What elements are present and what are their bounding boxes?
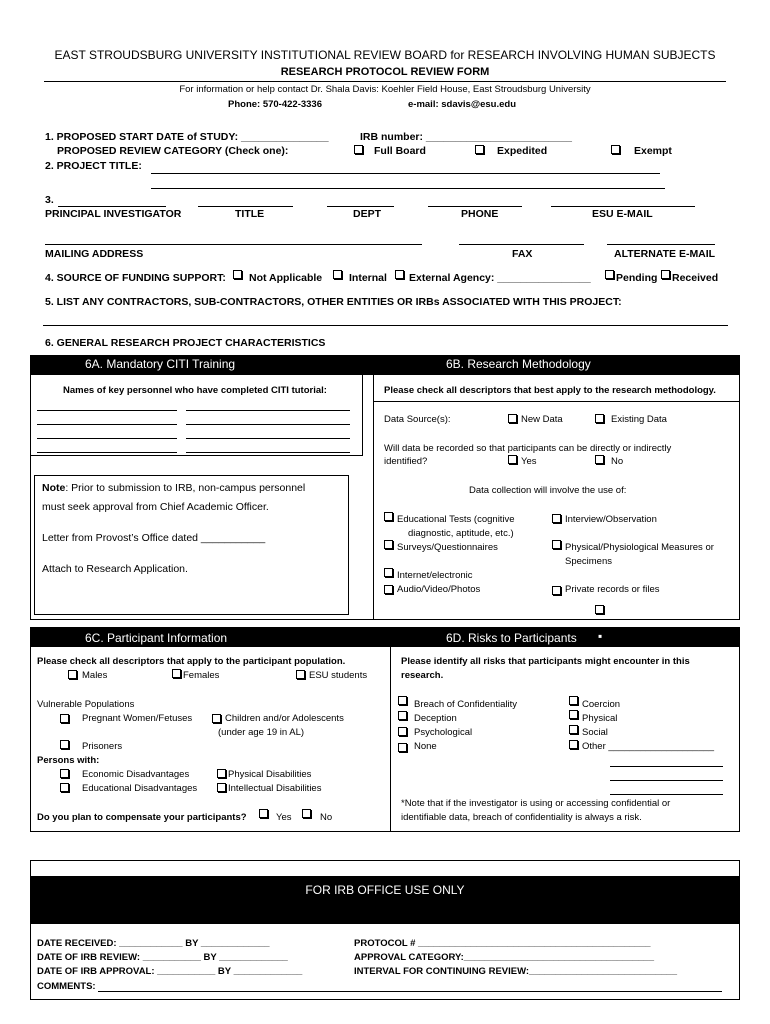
citi-name-4a[interactable] — [37, 452, 177, 453]
identified-no-checkbox[interactable] — [595, 455, 604, 464]
educational-dis-label: Educational Disadvantages — [82, 783, 198, 794]
compensate-no-label: No — [320, 812, 333, 823]
expedited-checkbox[interactable] — [475, 145, 484, 154]
compensate-no-checkbox[interactable] — [302, 809, 311, 818]
interview-label: Interview/Observation — [565, 514, 657, 525]
section-6a-6b-header — [30, 355, 740, 375]
compensate-yes-label: Yes — [276, 812, 292, 823]
esu-email-label: ESU E-MAIL — [592, 208, 653, 220]
section3-number: 3. — [45, 194, 54, 206]
irb-office-title: FOR IRB OFFICE USE ONLY — [305, 883, 465, 897]
expedited-label: Expedited — [497, 145, 548, 157]
physiological-label: Physical/Physiological Measures or — [565, 542, 714, 553]
none-label: None — [414, 741, 437, 752]
date-review-field[interactable]: DATE OF IRB REVIEW: ___________ BY _____________ — [37, 952, 288, 963]
project-title-line-2[interactable] — [151, 188, 665, 189]
compensate-yes-checkbox[interactable] — [259, 809, 268, 818]
pi-title-label: TITLE — [235, 208, 265, 220]
citi-note-line2: must seek approval from Chief Academic Officer. — [42, 501, 269, 513]
prisoners-label: Prisoners — [82, 741, 123, 752]
6a-title: 6A. Mandatory CITI Training — [85, 357, 236, 371]
educational-tests-checkbox[interactable] — [384, 512, 393, 521]
psychological-checkbox[interactable] — [398, 727, 407, 736]
6d-bullet: ▪ — [598, 629, 603, 643]
physical-risk-label: Physical — [582, 713, 618, 724]
exempt-checkbox[interactable] — [611, 145, 620, 154]
protocol-number-field[interactable]: PROTOCOL # ____________________________________________ — [354, 938, 651, 949]
section6-label: 6. GENERAL RESEARCH PROJECT CHARACTERISTICS — [45, 337, 326, 349]
contact-email: e-mail: sdavis@esu.edu — [408, 99, 516, 110]
economic-label: Economic Disadvantages — [82, 769, 190, 780]
dept-label: DEPT — [353, 208, 382, 220]
citi-name-1a[interactable] — [37, 410, 177, 411]
physical-dis-label: Physical Disabilities — [228, 769, 312, 780]
esu-students-label: ESU students — [309, 670, 368, 681]
private-records-checkbox[interactable] — [552, 586, 561, 595]
identified-question-1: Will data be recorded so that participants can be directly or indirectly — [384, 443, 672, 454]
other-risk-checkbox[interactable] — [569, 740, 578, 749]
project-title-line-1[interactable] — [151, 173, 660, 174]
other-risk-line-2[interactable] — [610, 766, 723, 767]
esu-students-checkbox[interactable] — [296, 670, 305, 679]
section-6c-6d-header — [30, 627, 740, 647]
internet-checkbox[interactable] — [384, 568, 393, 577]
children-checkbox[interactable] — [212, 714, 221, 723]
comments-field[interactable] — [98, 991, 722, 992]
received-checkbox[interactable] — [661, 270, 670, 279]
citi-name-4b[interactable] — [186, 452, 350, 453]
review-category-label: PROPOSED REVIEW CATEGORY (Check one): — [57, 145, 289, 157]
males-label: Males — [82, 670, 108, 681]
private-records-label: Private records or files — [565, 584, 660, 595]
pending-checkbox[interactable] — [605, 270, 614, 279]
full-board-checkbox[interactable] — [354, 145, 363, 154]
coercion-label: Coercion — [582, 699, 621, 710]
date-received-field[interactable]: DATE RECEIVED: ____________ BY _____________ — [37, 938, 270, 949]
fax-label: FAX — [512, 248, 533, 260]
received-label: Received — [672, 272, 719, 284]
mailing-address-field[interactable] — [45, 244, 422, 245]
deception-checkbox[interactable] — [398, 711, 407, 720]
citi-name-1b[interactable] — [186, 410, 350, 411]
esu-email-field[interactable] — [551, 206, 695, 207]
citi-note-line1 — [42, 482, 305, 494]
6b-prompt: Please check all descriptors that best apply to the research methodology. — [384, 385, 716, 396]
pending-label: Pending — [616, 272, 658, 284]
exempt-label: Exempt — [634, 145, 672, 157]
form-title: RESEARCH PROTOCOL REVIEW FORM — [280, 66, 490, 78]
external-checkbox[interactable] — [395, 270, 404, 279]
data-sources-label: Data Source(s): — [384, 414, 451, 425]
6d-title: 6D. Risks to Participants — [446, 631, 577, 645]
citi-name-2a[interactable] — [37, 424, 177, 425]
none-checkbox[interactable] — [398, 743, 407, 752]
pi-title-field[interactable] — [198, 206, 293, 207]
social-label: Social — [582, 727, 608, 738]
psychological-label: Psychological — [414, 727, 473, 738]
6a-6b-divider — [373, 374, 374, 620]
6b-prompt-rule — [374, 401, 740, 402]
6c-prompt: Please check all descriptors that apply to the participant population. — [37, 656, 346, 667]
citi-name-3b[interactable] — [186, 438, 350, 439]
pi-label: PRINCIPAL INVESTIGATOR — [45, 208, 182, 220]
identified-no-label: No — [611, 456, 624, 467]
surveys-label: Surveys/Questionnaires — [397, 542, 498, 553]
educational-tests-label: Educational Tests (cognitive — [397, 514, 515, 525]
other-risk-line-3[interactable] — [610, 780, 723, 781]
females-checkbox[interactable] — [172, 669, 181, 678]
contact-info: For information or help contact Dr. Shala Davis: Koehler Field House, East Stroudsburg University — [179, 84, 591, 95]
vulnerable-populations-label: Vulnerable Populations — [37, 699, 135, 710]
prisoners-checkbox[interactable] — [60, 740, 69, 749]
funding-label: 4. SOURCE OF FUNDING SUPPORT: — [45, 272, 226, 284]
external-agency-field[interactable]: External Agency: ________________ — [409, 272, 591, 284]
confidentiality-note-1: *Note that if the investigator is using or accessing confidential or — [401, 798, 671, 809]
note-label: Note — [42, 482, 66, 494]
citi-note-box — [34, 475, 349, 615]
educational-dis-checkbox[interactable] — [60, 783, 69, 792]
header-title: EAST STROUDSBURG UNIVERSITY INSTITUTIONAL REVIEW BOARD for RESEARCH INVOLVING HUMAN SUBJECTS — [54, 48, 716, 62]
physical-dis-checkbox[interactable] — [217, 769, 226, 778]
citi-name-2b[interactable] — [186, 424, 350, 425]
pregnant-checkbox[interactable] — [60, 714, 69, 723]
new-data-checkbox[interactable] — [508, 414, 517, 423]
internal-checkbox[interactable] — [333, 270, 342, 279]
children-detail: (under age 19 in AL) — [218, 727, 305, 738]
coercion-checkbox[interactable] — [569, 696, 578, 705]
compensate-question: Do you plan to compensate your participants? — [37, 812, 247, 823]
intellectual-dis-checkbox[interactable] — [217, 783, 226, 792]
contractors-label: 5. LIST ANY CONTRACTORS, SUB-CONTRACTORS, OTHER ENTITIES OR IRBs ASSOCIATED WITH THIS PROJECT: — [45, 296, 622, 308]
existing-data-checkbox[interactable] — [595, 414, 604, 423]
contact-phone: Phone: 570-422-3336 — [228, 99, 322, 110]
physical-risk-checkbox[interactable] — [569, 710, 578, 719]
contractors-field[interactable] — [43, 325, 728, 326]
header-rule — [44, 81, 726, 82]
audio-video-checkbox[interactable] — [384, 585, 393, 594]
attach-note: Attach to Research Application. — [42, 563, 188, 575]
mailing-address-label: MAILING ADDRESS — [45, 248, 144, 260]
new-data-label: New Data — [521, 414, 563, 425]
note-text: : Prior to submission to IRB, non-campus personnel — [65, 482, 306, 494]
dept-field[interactable] — [327, 206, 394, 207]
not-applicable-label: Not Applicable — [249, 272, 323, 284]
data-collection-label: Data collection will involve the use of: — [469, 485, 627, 496]
6d-prompt-2: research. — [401, 670, 444, 681]
identified-yes-label: Yes — [521, 456, 537, 467]
citi-name-3a[interactable] — [37, 438, 177, 439]
intellectual-dis-label: Intellectual Disabilities — [228, 783, 322, 794]
citi-names-label: Names of key personnel who have completed CITI tutorial: — [63, 385, 327, 396]
start-date-field[interactable]: 1. PROPOSED START DATE of STUDY: _______________ — [45, 131, 329, 143]
project-title-label: 2. PROJECT TITLE: — [45, 160, 142, 172]
existing-data-label: Existing Data — [611, 414, 667, 425]
persons-with-label: Persons with: — [37, 755, 100, 766]
other-method-checkbox[interactable] — [595, 605, 604, 614]
deception-label: Deception — [414, 713, 457, 724]
phone-field[interactable] — [428, 206, 522, 207]
6c-title: 6C. Participant Information — [85, 631, 228, 645]
provost-letter-field[interactable]: Letter from Provost’s Office dated ___________ — [42, 532, 266, 544]
social-checkbox[interactable] — [569, 725, 578, 734]
pregnant-label: Pregnant Women/Fetuses — [82, 713, 193, 724]
children-label: Children and/or Adolescents — [225, 713, 344, 724]
breach-label: Breach of Confidentiality — [414, 699, 517, 710]
economic-checkbox[interactable] — [60, 769, 69, 778]
approval-category-field[interactable]: APPROVAL CATEGORY:____________________________________ — [354, 952, 654, 963]
physiological-checkbox[interactable] — [552, 540, 561, 549]
6c-6d-divider — [390, 646, 391, 832]
fax-field[interactable] — [459, 244, 584, 245]
alternate-email-label: ALTERNATE E-MAIL — [614, 248, 716, 260]
males-checkbox[interactable] — [68, 670, 77, 679]
interview-checkbox[interactable] — [552, 514, 561, 523]
comments-label: COMMENTS: — [37, 981, 96, 992]
breach-checkbox[interactable] — [398, 696, 407, 705]
identified-question-2: identified? — [384, 456, 428, 467]
females-label: Females — [183, 670, 220, 681]
internet-label: Internet/electronic — [397, 570, 473, 581]
irb-office-header — [30, 876, 740, 924]
irb-number-field[interactable]: IRB number: _________________________ — [360, 131, 572, 143]
continuing-review-field[interactable]: INTERVAL FOR CONTINUING REVIEW:____________________________ — [354, 966, 677, 977]
phone-label: PHONE — [461, 208, 499, 220]
internal-label: Internal — [349, 272, 387, 284]
educational-tests-detail: diagnostic, aptitude, etc.) — [408, 528, 514, 539]
physiological-detail: Specimens — [565, 556, 612, 567]
pi-field[interactable] — [58, 206, 166, 207]
6d-prompt-1: Please identify all risks that participants might encounter in this — [401, 656, 690, 667]
date-approval-field[interactable]: DATE OF IRB APPROVAL: ___________ BY _____________ — [37, 966, 303, 977]
identified-yes-checkbox[interactable] — [508, 455, 517, 464]
not-applicable-checkbox[interactable] — [233, 270, 242, 279]
other-risk-line-4[interactable] — [610, 794, 723, 795]
alternate-email-field[interactable] — [607, 244, 715, 245]
other-risk-field[interactable]: Other ____________________ — [582, 741, 715, 752]
surveys-checkbox[interactable] — [384, 540, 393, 549]
confidentiality-note-2: identifiable data, breach of confidentiality is always a risk. — [401, 812, 642, 823]
full-board-label: Full Board — [374, 145, 426, 157]
audio-video-label: Audio/Video/Photos — [397, 584, 481, 595]
6b-title: 6B. Research Methodology — [446, 357, 591, 371]
